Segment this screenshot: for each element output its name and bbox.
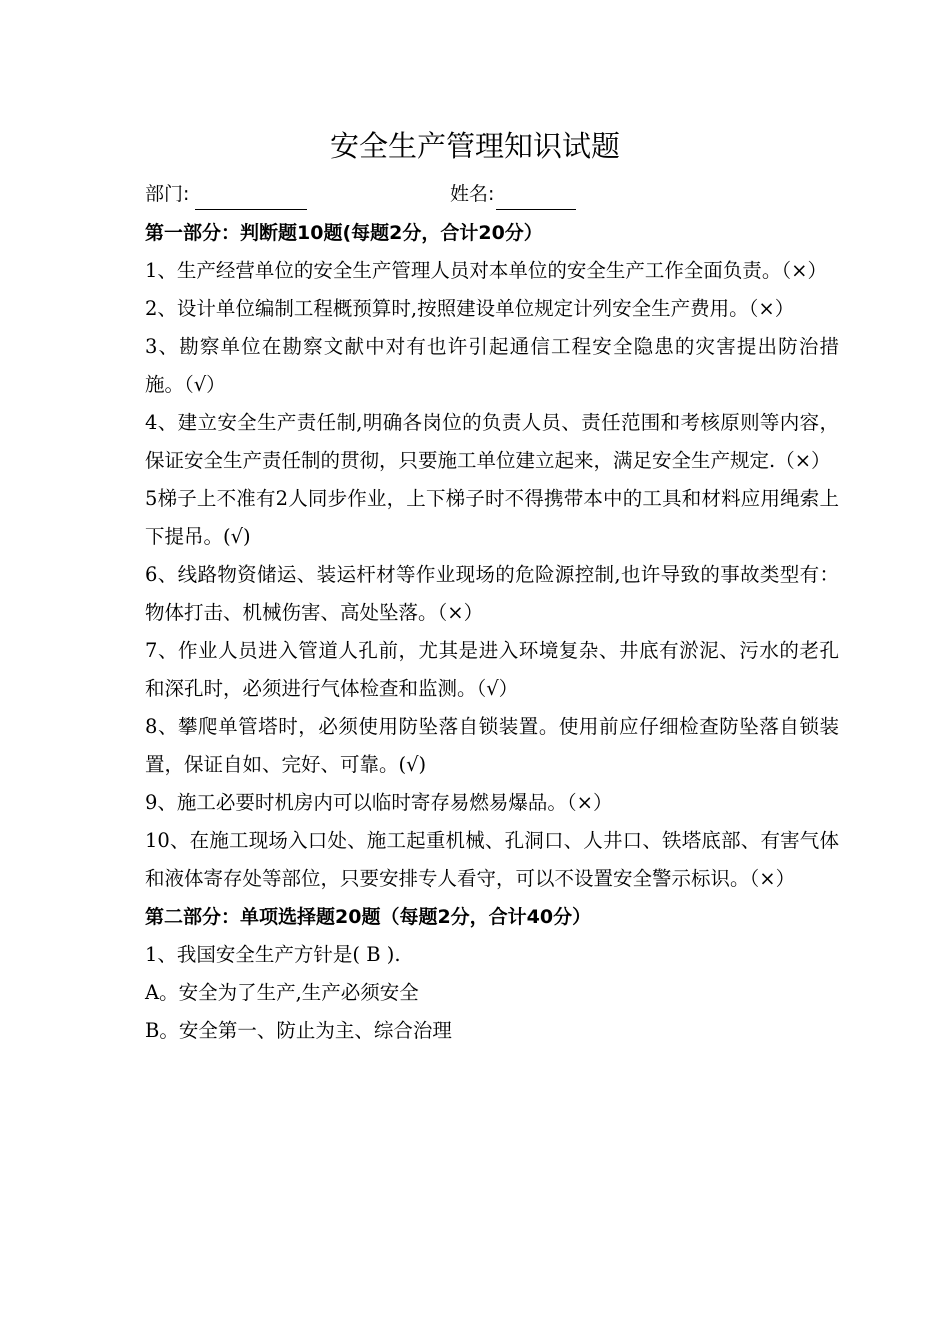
name-blank [496, 185, 576, 210]
exam-content [145, 214, 839, 1050]
judgement-question: 1、生产经营单位的安全生产管理人员对本单位的安全生产工作全面负责。（×） [145, 259, 827, 282]
judgement-question: 5梯子上不准有2人同步作业，上下梯子时不得携带本中的工具和材料应用绳索上下提吊。(√) [145, 487, 839, 548]
judgement-question: 3、勘察单位在勘察文献中对有也许引起通信工程安全隐患的灾害提出防治措施。（√） [145, 335, 839, 396]
judgement-question: 4、建立安全生产责任制,明确各岗位的负责人员、责任范围和考核原则等内容，保证安全生产责任制的贯彻，只要施工单位建立起来，满足安全生产规定.（×） [145, 411, 839, 472]
part1-heading: 第一部分：判断题10题(每题2分，合计20分） [145, 222, 543, 244]
judgement-question: 8、攀爬单管塔时，必须使用防坠落自锁装置。使用前应仔细检查防坠落自锁装置，保证自如、完好、可靠。(√) [145, 715, 839, 776]
document-title: 安全生产管理知识试题 [329, 129, 620, 163]
judgement-question: 9、施工必要时机房内可以临时寄存易燃易爆品。（×） [145, 791, 613, 814]
name-label: 姓名: [450, 183, 495, 205]
judgement-question: 6、线路物资储运、装运杆材等作业现场的危险源控制,也许导致的事故类型有：物体打击、机械伤害、高处坠落。（×） [145, 563, 839, 624]
department-blank [195, 185, 307, 210]
choice-question: 1、我国安全生产方针是( B ). [145, 943, 401, 966]
choice-option-a: A。安全为了生产,生产必须安全 [145, 981, 419, 1004]
header-fields [145, 178, 845, 210]
part2-heading: 第二部分：单项选择题20题（每题2分，合计40分） [145, 906, 592, 928]
name-field [450, 178, 576, 210]
judgement-question: 7、作业人员进入管道人孔前，尤其是进入环境复杂、井底有淤泥、污水的老孔和深孔时，必须进行气体检查和监测。（√） [145, 639, 839, 700]
department-field [145, 178, 307, 210]
judgement-question: 2、设计单位编制工程概预算时,按照建设单位规定计列安全生产费用。（×） [145, 297, 795, 320]
department-label: 部门: [145, 183, 190, 205]
choice-option-b: B。安全第一、防止为主、综合治理 [145, 1019, 452, 1042]
judgement-question: 10、在施工现场入口处、施工起重机械、孔洞口、人井口、铁塔底部、有害气体和液体寄存处等部位，只要安排专人看守，可以不设置安全警示标识。（×） [145, 829, 839, 890]
